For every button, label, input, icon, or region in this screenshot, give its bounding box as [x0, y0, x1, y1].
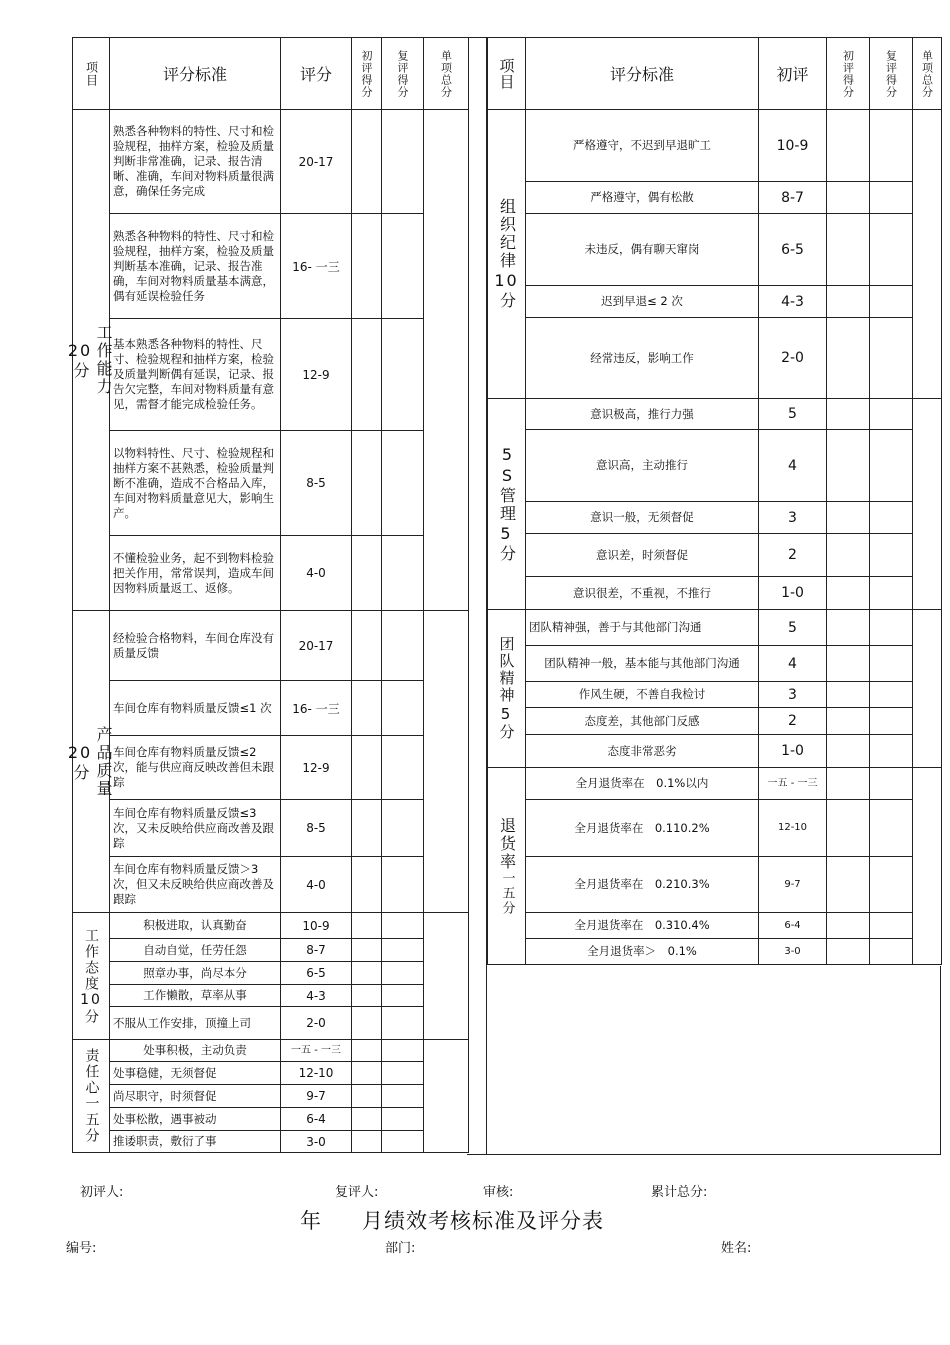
- score-range: 6-4: [281, 1108, 352, 1131]
- criteria-cell: 处事松散，遇事被动: [110, 1108, 281, 1131]
- item-total-input[interactable]: [424, 913, 469, 1040]
- initial-score-input[interactable]: [827, 318, 870, 399]
- category-work-attitude: 工作态度10分: [73, 913, 110, 1040]
- initial-score-input[interactable]: [827, 768, 870, 800]
- table-row: [488, 577, 942, 610]
- review-score-input[interactable]: [382, 857, 424, 913]
- initial-score-input[interactable]: [827, 682, 870, 708]
- table-row: [488, 857, 942, 913]
- score-range: 2-0: [759, 318, 827, 399]
- review-score-input[interactable]: [382, 800, 424, 857]
- review-score-input[interactable]: [382, 611, 424, 681]
- table-row: [73, 800, 469, 857]
- category-return-rate: 退货率一五分: [488, 768, 526, 965]
- item-total-input[interactable]: [424, 611, 469, 913]
- review-score-input[interactable]: [382, 431, 424, 536]
- criteria-cell: 车间仓库有物料质量反馈≤1 次: [110, 681, 281, 736]
- review-score-input[interactable]: [382, 985, 424, 1007]
- table-row: [488, 214, 942, 286]
- score-range: 3: [759, 682, 827, 708]
- score-range: 20-17: [281, 611, 352, 681]
- item-total-input[interactable]: [913, 110, 942, 399]
- initial-score-input[interactable]: [352, 110, 382, 214]
- col-score-header: 初评: [759, 38, 827, 110]
- table-row: [488, 768, 942, 800]
- score-range: 9-7: [281, 1085, 352, 1108]
- col-initial-header: 初评得分: [352, 38, 382, 110]
- table-row: [73, 319, 469, 431]
- name-label: 姓名:: [721, 1241, 752, 1256]
- initial-score-input[interactable]: [827, 110, 870, 182]
- review-score-input[interactable]: [870, 502, 913, 534]
- criteria-cell: 推诿职责，敷衍了事: [110, 1131, 281, 1153]
- review-score-input[interactable]: [870, 646, 913, 682]
- category-discipline: 组织纪律10分: [488, 110, 526, 399]
- review-score-input[interactable]: [382, 736, 424, 800]
- score-range: 2-0: [281, 1007, 352, 1040]
- item-total-input[interactable]: [424, 110, 469, 611]
- initial-score-input[interactable]: [827, 610, 870, 646]
- score-range: 3-0: [281, 1131, 352, 1153]
- initial-score-input[interactable]: [352, 1131, 382, 1153]
- criteria-cell: 自动自觉，任劳任怨: [110, 939, 281, 962]
- score-range: 8-5: [281, 431, 352, 536]
- table-row: [488, 735, 942, 768]
- score-range: 2: [759, 708, 827, 735]
- criteria-cell: 经常违反，影响工作: [526, 318, 759, 399]
- initial-score-input[interactable]: [352, 939, 382, 962]
- initial-score-input[interactable]: [352, 536, 382, 611]
- review-score-input[interactable]: [870, 735, 913, 768]
- col-total-header: 单项总分: [424, 38, 469, 110]
- criteria-cell: 迟到早退≤ 2 次: [526, 286, 759, 318]
- table-row: [488, 939, 942, 965]
- initial-score-input[interactable]: [827, 577, 870, 610]
- criteria-cell: 团队精神强，善于与其他部门沟通: [526, 610, 759, 646]
- col-review-header: 复评得分: [382, 38, 424, 110]
- criteria-cell: 车间仓库有物料质量反馈＞3 次，但又未反映给供应商改善及跟踪: [110, 857, 281, 913]
- col-initial-header: 初评得分: [827, 38, 870, 110]
- table-row: [488, 399, 942, 430]
- right-scoring-table: [487, 37, 942, 965]
- criteria-cell: 态度非常恶劣: [526, 735, 759, 768]
- table-row: [73, 1040, 469, 1062]
- review-score-input[interactable]: [382, 1085, 424, 1108]
- approval-label: 审核:: [483, 1185, 514, 1200]
- table-row: [488, 708, 942, 735]
- table-row: [488, 182, 942, 214]
- score-range: 12-10: [759, 800, 827, 857]
- right-header-row: [488, 38, 942, 110]
- criteria-cell: 不懂检验业务，起不到物料检验把关作用，常常误判，造成车间因物料质量返工、返修。: [110, 536, 281, 611]
- category-teamwork: 团队精神5分: [488, 610, 526, 768]
- col-criteria-header: 评分标准: [110, 38, 281, 110]
- table-row: [73, 1085, 469, 1108]
- table-row: [488, 646, 942, 682]
- score-range: 9-7: [759, 857, 827, 913]
- col-review-header: 复评得分: [870, 38, 913, 110]
- table-row: [73, 1131, 469, 1153]
- table-row: [73, 536, 469, 611]
- initial-score-input[interactable]: [352, 431, 382, 536]
- table-row: [73, 913, 469, 939]
- review-score-input[interactable]: [870, 286, 913, 318]
- review-score-input[interactable]: [870, 399, 913, 430]
- table-row: [488, 286, 942, 318]
- score-range: 4-0: [281, 857, 352, 913]
- score-range: 16- 一三: [281, 681, 352, 736]
- score-range: 8-7: [759, 182, 827, 214]
- initial-score-input[interactable]: [827, 430, 870, 502]
- table-row: [73, 857, 469, 913]
- category-responsibility: 责任心一五分: [73, 1040, 110, 1153]
- initial-score-input[interactable]: [352, 681, 382, 736]
- column-divider: [467, 37, 487, 1155]
- initial-reviewer-label: 初评人:: [80, 1185, 124, 1200]
- criteria-cell: 全月退货率在 0.1%以内: [526, 768, 759, 800]
- initial-score-input[interactable]: [352, 857, 382, 913]
- criteria-cell: 尚尽职守，时须督促: [110, 1085, 281, 1108]
- criteria-cell: 意识很差，不重视，不推行: [526, 577, 759, 610]
- table-row: [488, 502, 942, 534]
- initial-score-input[interactable]: [352, 319, 382, 431]
- review-score-input[interactable]: [870, 214, 913, 286]
- left-scoring-table: [67, 37, 469, 1153]
- initial-score-input[interactable]: [352, 1085, 382, 1108]
- score-range: 12-9: [281, 319, 352, 431]
- criteria-cell: 车间仓库有物料质量反馈≤3 次，又未反映给供应商改善及跟踪: [110, 800, 281, 857]
- item-total-input[interactable]: [913, 610, 942, 768]
- initial-score-input[interactable]: [352, 611, 382, 681]
- table-row: [488, 682, 942, 708]
- category-work-ability: 工作能力 20分: [73, 110, 110, 611]
- criteria-cell: 意识差，时须督促: [526, 534, 759, 577]
- criteria-cell: 严格遵守，偶有松散: [526, 182, 759, 214]
- criteria-cell: 意识一般，无须督促: [526, 502, 759, 534]
- table-row: [488, 534, 942, 577]
- left-header-row: [73, 38, 469, 110]
- review-score-input[interactable]: [870, 430, 913, 502]
- score-range: 3-0: [759, 939, 827, 965]
- initial-score-input[interactable]: [827, 534, 870, 577]
- initial-score-input[interactable]: [352, 1007, 382, 1040]
- score-range: 10-9: [281, 913, 352, 939]
- initial-score-input[interactable]: [827, 214, 870, 286]
- review-score-input[interactable]: [870, 708, 913, 735]
- table-row: [73, 736, 469, 800]
- table-row: [73, 985, 469, 1007]
- table-row: [73, 681, 469, 736]
- initial-score-input[interactable]: [352, 1062, 382, 1085]
- initial-score-input[interactable]: [352, 985, 382, 1007]
- criteria-cell: 基本熟悉各种物料的特性、尺寸、检验规程和抽样方案，检验及质量判断偶有延误，记录、报告欠完整，车间对物料质量有意见，需督才能完成检验任务。: [110, 319, 281, 431]
- score-range: 8-7: [281, 939, 352, 962]
- item-total-input[interactable]: [913, 768, 942, 965]
- criteria-cell: 全月退货率在 0.310.4%: [526, 913, 759, 939]
- score-range: 4-3: [759, 286, 827, 318]
- review-score-input[interactable]: [382, 1040, 424, 1062]
- page-title: 年 月绩效考核标准及评分表: [300, 1209, 604, 1233]
- review-score-input[interactable]: [382, 110, 424, 214]
- table-row: [488, 913, 942, 939]
- initial-score-input[interactable]: [352, 1040, 382, 1062]
- initial-score-input[interactable]: [827, 646, 870, 682]
- initial-score-input[interactable]: [827, 502, 870, 534]
- score-range: 10-9: [759, 110, 827, 182]
- category-5s: 5S管理5分: [488, 399, 526, 610]
- table-row: [73, 431, 469, 536]
- score-range: 1-0: [759, 577, 827, 610]
- criteria-cell: 全月退货率在 0.110.2%: [526, 800, 759, 857]
- table-row: [488, 110, 942, 182]
- initial-score-input[interactable]: [352, 962, 382, 985]
- criteria-cell: 照章办事，尚尽本分: [110, 962, 281, 985]
- score-range: 4: [759, 430, 827, 502]
- score-range: 16- 一三: [281, 214, 352, 319]
- review-score-input[interactable]: [870, 182, 913, 214]
- review-score-input[interactable]: [870, 577, 913, 610]
- table-row: [73, 110, 469, 214]
- criteria-cell: 团队精神一般，基本能与其他部门沟通: [526, 646, 759, 682]
- criteria-cell: 熟悉各种物料的特性、尺寸和检验规程，抽样方案，检验及质量判断基本准确，记录、报告准确，车间对物料质量基本满意，偶有延误检验任务: [110, 214, 281, 319]
- criteria-cell: 全月退货率在 0.210.3%: [526, 857, 759, 913]
- criteria-cell: 意识极高，推行力强: [526, 399, 759, 430]
- criteria-cell: 意识高，主动推行: [526, 430, 759, 502]
- review-score-input[interactable]: [870, 610, 913, 646]
- item-total-input[interactable]: [913, 399, 942, 610]
- score-range: 8-5: [281, 800, 352, 857]
- review-score-input[interactable]: [382, 1108, 424, 1131]
- col-score-header: 评分: [281, 38, 352, 110]
- score-range: 12-9: [281, 736, 352, 800]
- initial-score-input[interactable]: [352, 800, 382, 857]
- initial-score-input[interactable]: [827, 708, 870, 735]
- table-row: [488, 318, 942, 399]
- table-row: [73, 611, 469, 681]
- review-score-input[interactable]: [382, 939, 424, 962]
- initial-score-input[interactable]: [827, 913, 870, 939]
- initial-score-input[interactable]: [827, 857, 870, 913]
- review-score-input[interactable]: [870, 913, 913, 939]
- table-row: [73, 1062, 469, 1085]
- score-range: 4-0: [281, 536, 352, 611]
- initial-score-input[interactable]: [827, 286, 870, 318]
- table-row: [488, 430, 942, 502]
- review-score-input[interactable]: [382, 214, 424, 319]
- review-score-input[interactable]: [870, 939, 913, 965]
- score-range: 6-4: [759, 913, 827, 939]
- initial-score-input[interactable]: [827, 182, 870, 214]
- criteria-cell: 熟悉各种物料的特性、尺寸和检验规程，抽样方案，检验及质量判断非常准确，记录、报告清晰、准确，车间对物料质量很满意，确保任务完成: [110, 110, 281, 214]
- review-score-input[interactable]: [382, 1131, 424, 1153]
- review-score-input[interactable]: [382, 962, 424, 985]
- initial-score-input[interactable]: [352, 736, 382, 800]
- score-range: 3: [759, 502, 827, 534]
- review-score-input[interactable]: [382, 1062, 424, 1085]
- score-range: 一五 - 一三: [759, 768, 827, 800]
- criteria-cell: 车间仓库有物料质量反馈≤2 次，能与供应商反映改善但未跟踪: [110, 736, 281, 800]
- item-total-input[interactable]: [424, 1040, 469, 1153]
- review-score-input[interactable]: [870, 682, 913, 708]
- review-score-input[interactable]: [382, 319, 424, 431]
- initial-score-input[interactable]: [827, 939, 870, 965]
- score-range: 2: [759, 534, 827, 577]
- table-row: [73, 1108, 469, 1131]
- table-row: [488, 610, 942, 646]
- score-range: 4: [759, 646, 827, 682]
- col-total-header: 单项总分: [913, 38, 942, 110]
- initial-score-input[interactable]: [827, 800, 870, 857]
- criteria-cell: 处事稳健，无须督促: [110, 1062, 281, 1085]
- col-item-header: 项目: [488, 38, 526, 110]
- criteria-cell: 严格遵守，不迟到早退旷工: [526, 110, 759, 182]
- criteria-cell: 处事积极，主动负责: [110, 1040, 281, 1062]
- department-label: 部门:: [385, 1241, 416, 1256]
- review-score-input[interactable]: [382, 536, 424, 611]
- criteria-cell: 作风生硬，不善自我检讨: [526, 682, 759, 708]
- review-score-input[interactable]: [870, 110, 913, 182]
- table-row: [73, 214, 469, 319]
- score-range: 5: [759, 610, 827, 646]
- criteria-cell: 不服从工作安排，顶撞上司: [110, 1007, 281, 1040]
- col-item-header: 项目: [73, 38, 110, 110]
- review-score-input[interactable]: [870, 800, 913, 857]
- score-range: 5: [759, 399, 827, 430]
- criteria-cell: 经检验合格物料，车间仓库没有质量反馈: [110, 611, 281, 681]
- table-row: [73, 939, 469, 962]
- table-row: [73, 962, 469, 985]
- criteria-cell: 积极进取，认真勤奋: [110, 913, 281, 939]
- score-range: 20-17: [281, 110, 352, 214]
- initial-score-input[interactable]: [827, 399, 870, 430]
- initial-score-input[interactable]: [352, 214, 382, 319]
- criteria-cell: 工作懒散，草率从事: [110, 985, 281, 1007]
- review-score-input[interactable]: [382, 1007, 424, 1040]
- review-score-input[interactable]: [870, 768, 913, 800]
- right-blank-area: [487, 966, 941, 1155]
- table-row: [73, 1007, 469, 1040]
- initial-score-input[interactable]: [352, 913, 382, 939]
- review-score-input[interactable]: [382, 681, 424, 736]
- second-reviewer-label: 复评人:: [335, 1185, 379, 1200]
- review-score-input[interactable]: [870, 534, 913, 577]
- review-score-input[interactable]: [870, 318, 913, 399]
- score-range: 6-5: [281, 962, 352, 985]
- initial-score-input[interactable]: [827, 735, 870, 768]
- col-criteria-header: 评分标准: [526, 38, 759, 110]
- score-range: 一五 - 一三: [281, 1040, 352, 1062]
- review-score-input[interactable]: [870, 857, 913, 913]
- criteria-cell: 以物料特性、尺寸、检验规程和抽样方案不甚熟悉，检验质量判断不准确，造成不合格品入库，车间对物料质量意见大，影响生产。: [110, 431, 281, 536]
- serial-number-label: 编号:: [66, 1241, 97, 1256]
- score-range: 6-5: [759, 214, 827, 286]
- total-score-label: 累计总分:: [651, 1185, 708, 1200]
- criteria-cell: 未违反，偶有聊天窜岗: [526, 214, 759, 286]
- table-row: [488, 800, 942, 857]
- initial-score-input[interactable]: [352, 1108, 382, 1131]
- category-product-quality: 产品质量 20分: [73, 611, 110, 913]
- criteria-cell: 态度差，其他部门反感: [526, 708, 759, 735]
- score-range: 4-3: [281, 985, 352, 1007]
- score-range: 1-0: [759, 735, 827, 768]
- review-score-input[interactable]: [382, 913, 424, 939]
- criteria-cell: 全月退货率＞ 0.1%: [526, 939, 759, 965]
- score-range: 12-10: [281, 1062, 352, 1085]
